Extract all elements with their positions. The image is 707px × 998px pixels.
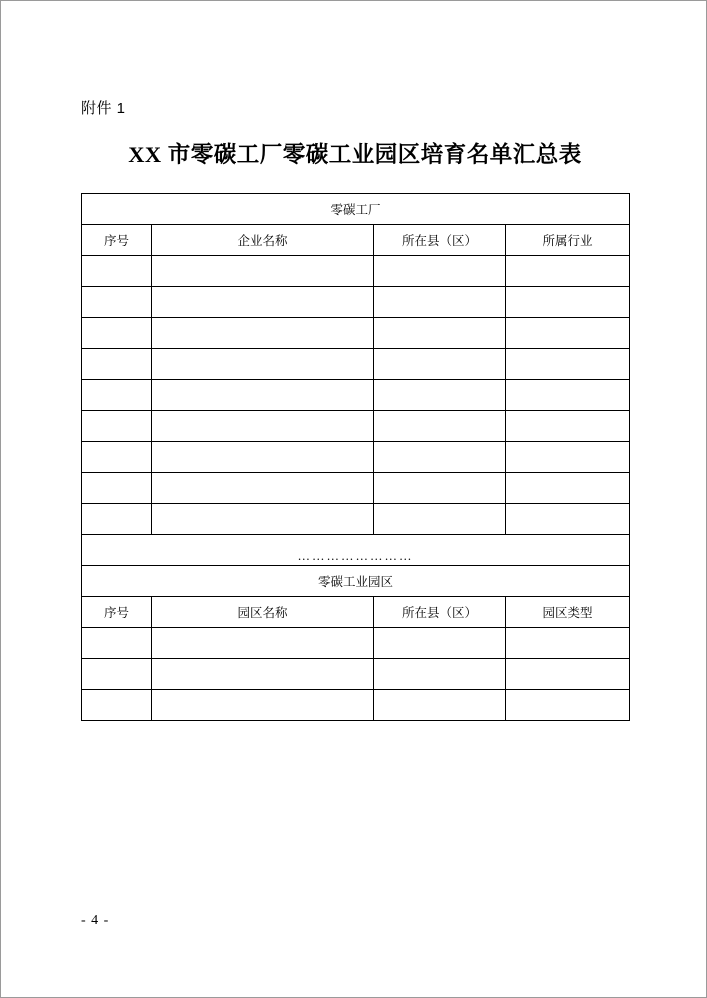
cell-enterprise-name[interactable] bbox=[152, 411, 374, 442]
cell-industry[interactable] bbox=[506, 442, 630, 473]
cell-enterprise-name[interactable] bbox=[152, 442, 374, 473]
cell-index[interactable] bbox=[82, 411, 152, 442]
dots-separator bbox=[82, 535, 630, 566]
table-section-heading-row bbox=[82, 566, 630, 597]
column-header-county-park: 所在县（区） bbox=[374, 597, 506, 628]
page-content bbox=[81, 1, 629, 998]
table-row bbox=[82, 380, 630, 411]
cell-index[interactable] bbox=[82, 504, 152, 535]
table-row bbox=[82, 256, 630, 287]
cell-enterprise-name[interactable] bbox=[152, 504, 374, 535]
cell-enterprise-name[interactable] bbox=[152, 473, 374, 504]
cell-industry[interactable] bbox=[506, 473, 630, 504]
cell-index[interactable] bbox=[82, 318, 152, 349]
cell-enterprise-name[interactable] bbox=[152, 256, 374, 287]
cell-industry[interactable] bbox=[506, 504, 630, 535]
table-section-heading-row bbox=[82, 194, 630, 225]
section-heading-park: 零碳工业园区 bbox=[82, 566, 630, 597]
table-row bbox=[82, 318, 630, 349]
cell-county[interactable] bbox=[374, 256, 506, 287]
column-header-enterprise-name: 企业名称 bbox=[152, 225, 374, 256]
cell-index[interactable] bbox=[82, 349, 152, 380]
cell-county[interactable] bbox=[374, 380, 506, 411]
column-header-index: 序号 bbox=[82, 225, 152, 256]
table-row bbox=[82, 349, 630, 380]
table-header-row bbox=[82, 225, 630, 256]
cell-enterprise-name[interactable] bbox=[152, 287, 374, 318]
table-row bbox=[82, 690, 630, 721]
cell-industry[interactable] bbox=[506, 349, 630, 380]
cell-county[interactable] bbox=[374, 473, 506, 504]
cell-index[interactable] bbox=[82, 256, 152, 287]
cell-park-type[interactable] bbox=[506, 628, 630, 659]
column-header-park-name: 园区名称 bbox=[152, 597, 374, 628]
cell-enterprise-name[interactable] bbox=[152, 349, 374, 380]
table-separator-row bbox=[82, 535, 630, 566]
cell-index[interactable] bbox=[82, 442, 152, 473]
cell-county[interactable] bbox=[374, 442, 506, 473]
cell-index-park[interactable] bbox=[82, 690, 152, 721]
page-number: - 4 - bbox=[81, 913, 110, 928]
dots-separator-text: …………………… bbox=[297, 548, 414, 563]
cell-enterprise-name[interactable] bbox=[152, 380, 374, 411]
cell-index-park[interactable] bbox=[82, 628, 152, 659]
cell-park-type[interactable] bbox=[506, 659, 630, 690]
table-row bbox=[82, 628, 630, 659]
table-row bbox=[82, 659, 630, 690]
cell-county[interactable] bbox=[374, 349, 506, 380]
section-heading-factory: 零碳工厂 bbox=[82, 194, 630, 225]
cell-park-name[interactable] bbox=[152, 628, 374, 659]
cell-industry[interactable] bbox=[506, 380, 630, 411]
column-header-county: 所在县（区） bbox=[374, 225, 506, 256]
table-row bbox=[82, 473, 630, 504]
cell-county[interactable] bbox=[374, 504, 506, 535]
cell-index[interactable] bbox=[82, 473, 152, 504]
column-header-index-park: 序号 bbox=[82, 597, 152, 628]
cell-county[interactable] bbox=[374, 411, 506, 442]
table-header-row bbox=[82, 597, 630, 628]
cell-index-park[interactable] bbox=[82, 659, 152, 690]
cell-county[interactable] bbox=[374, 318, 506, 349]
column-header-industry: 所属行业 bbox=[506, 225, 630, 256]
cell-industry[interactable] bbox=[506, 318, 630, 349]
column-header-park-type: 园区类型 bbox=[506, 597, 630, 628]
table-row bbox=[82, 287, 630, 318]
summary-table bbox=[81, 193, 630, 721]
cell-enterprise-name[interactable] bbox=[152, 318, 374, 349]
cell-index[interactable] bbox=[82, 380, 152, 411]
cell-park-type[interactable] bbox=[506, 690, 630, 721]
table-row bbox=[82, 411, 630, 442]
cell-county-park[interactable] bbox=[374, 628, 506, 659]
cell-county[interactable] bbox=[374, 287, 506, 318]
cell-industry[interactable] bbox=[506, 411, 630, 442]
page-title: XX 市零碳工厂零碳工业园区培育名单汇总表 bbox=[128, 142, 582, 167]
cell-industry[interactable] bbox=[506, 287, 630, 318]
cell-county-park[interactable] bbox=[374, 659, 506, 690]
cell-park-name[interactable] bbox=[152, 659, 374, 690]
attachment-label: 附件 1 bbox=[81, 100, 126, 117]
cell-county-park[interactable] bbox=[374, 690, 506, 721]
table-row bbox=[82, 442, 630, 473]
cell-park-name[interactable] bbox=[152, 690, 374, 721]
cell-industry[interactable] bbox=[506, 256, 630, 287]
cell-index[interactable] bbox=[82, 287, 152, 318]
table-row bbox=[82, 504, 630, 535]
